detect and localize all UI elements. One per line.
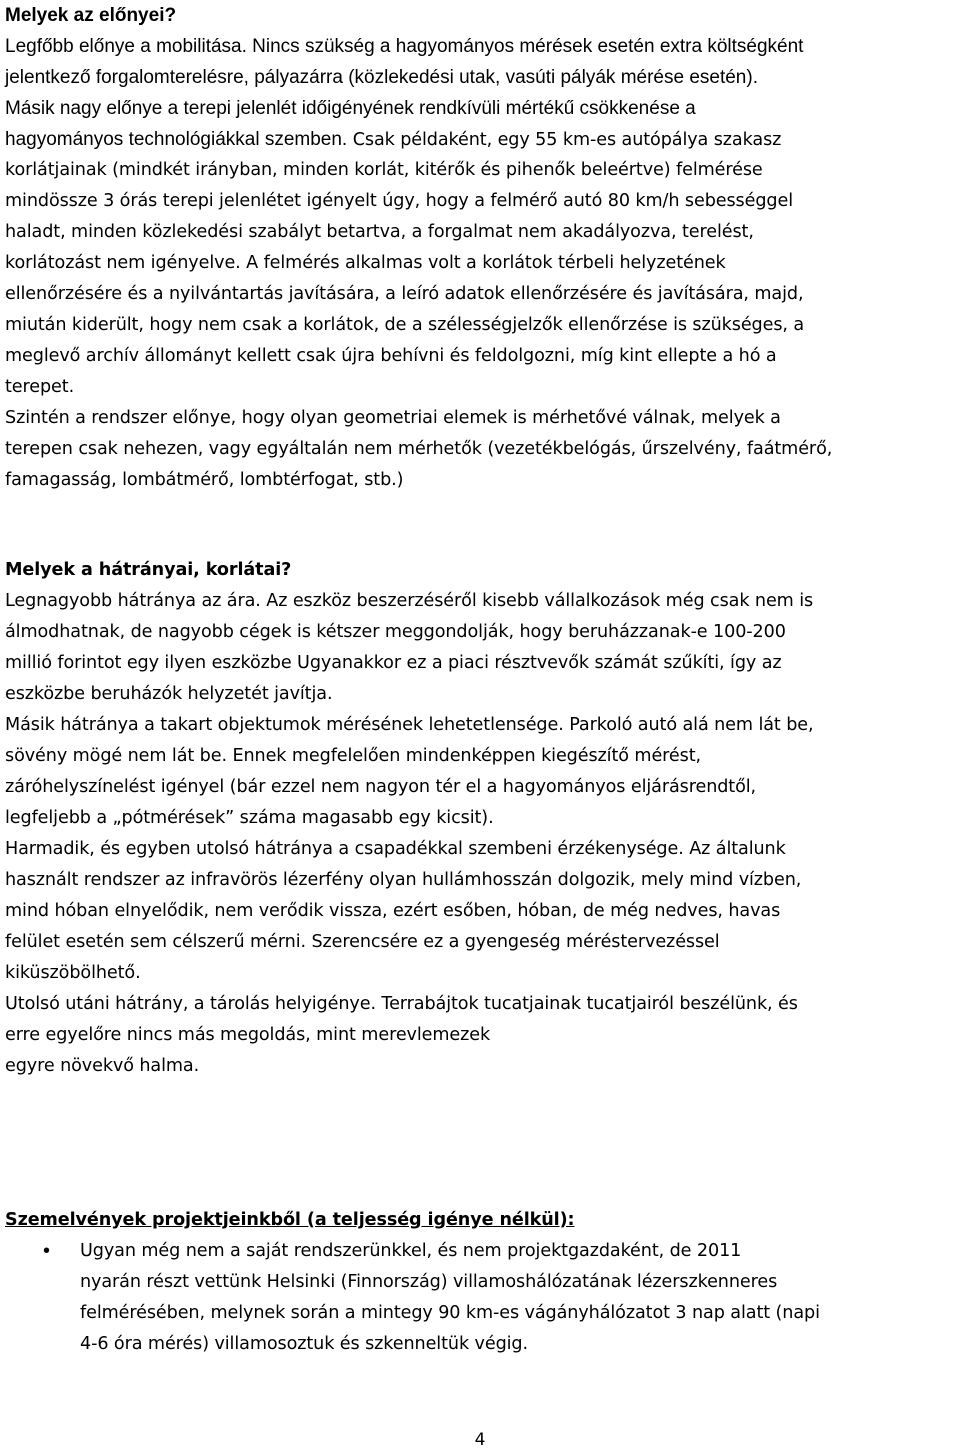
paragraph-line: erre egyelőre nincs más megoldás, mint merevlemezek <box>5 1025 491 1045</box>
paragraph-line: miután kiderült, hogy nem csak a korlátok, de a szélességjelzők ellenőrzése is szükséges, a <box>5 315 805 335</box>
paragraph-line: legfeljebb a „pótmérések” száma magasabb egy kicsit). <box>5 808 494 828</box>
paragraph-line: egyre növekvő halma. <box>5 1056 200 1076</box>
paragraph-line: kiküszöbölhető. <box>5 963 141 983</box>
paragraph-line: terepet. <box>5 377 75 397</box>
text-run: hagyományos technológiákkal szemben. <box>5 129 348 150</box>
bullet-item-line: felmérésében, melynek során a mintegy 90 km-es vágányhálózatot 3 nap alatt (napi <box>80 1303 820 1323</box>
paragraph-line: millió forintot egy ilyen eszközbe Ugyanakkor ez a piaci résztvevők számát szűkíti, így az <box>5 653 782 673</box>
paragraph-line: sövény mögé nem lát be. Ennek megfelelően mindenképpen kiegészítő mérést, <box>5 746 701 766</box>
paragraph-line-mixed <box>5 586 813 617</box>
paragraph-line: korlátjainak (mindkét irányban, minden korlát, kitérők és pihenők beleértve) felmérése <box>5 160 763 180</box>
paragraph-line: korlátozást nem igényelve. A felmérés alkalmas volt a korlátok térbeli helyzetének <box>5 253 726 273</box>
paragraph-line: mindössze 3 órás terepi jelenlétet igényelt úgy, hogy a felmérő autó 80 km/h sebességgel <box>5 191 793 211</box>
bullet-item-line: nyarán részt vettünk Helsinki (Finnország) villamoshálózatának lézerszkenneres <box>80 1272 778 1292</box>
heading-advantages: Melyek az előnyei? <box>5 5 177 26</box>
paragraph-line: jelentkező forgalomterelésre, pályazárra (közlekedési utak, vasúti pályák mérése esetén). <box>5 67 758 88</box>
paragraph-line: famagasság, lombátmérő, lombtérfogat, stb.) <box>5 470 404 490</box>
paragraph-line: eszközbe beruházók helyzetét javítja. <box>5 684 333 704</box>
paragraph-line: Legfőbb előnye a mobilitása. Nincs szükség a hagyományos mérések esetén extra költségként <box>5 36 804 57</box>
paragraph-line-mixed <box>5 124 781 155</box>
paragraph-line: használt rendszer az infravörös lézerfény olyan hullámhosszán dolgozik, mely mind vízben, <box>5 870 802 890</box>
paragraph-line: Másik hátránya a takart objektumok mérésének lehetetlensége. Parkoló autó alá nem lát be, <box>5 715 814 735</box>
paragraph-line: ellenőrzésére és a nyilvántartás javítására, a leíró adatok ellenőrzésére és javítására, majd, <box>5 284 804 304</box>
heading-project-samples: Szemelvények projektjeinkből (a teljesség igénye nélkül): <box>5 1210 575 1230</box>
text-run: Csak példaként, egy 55 km-es autópálya szakasz <box>347 130 782 150</box>
paragraph-line: felület esetén sem célszerű mérni. Szerencsére ez a gyengeség méréstervezéssel <box>5 932 720 952</box>
paragraph-line: Harmadik, és egyben utolsó hátránya a csapadékkal szembeni érzékenysége. Az általunk <box>5 839 786 859</box>
paragraph-line: Szintén a rendszer előnye, hogy olyan geometriai elemek is mérhetővé válnak, melyek a <box>5 408 781 428</box>
paragraph-line: Utolsó utáni hátrány, a tárolás helyigénye. Terrabájtok tucatjainak tucatjairól beszélünk, és <box>5 994 798 1014</box>
paragraph-line: záróhelyszínelést igényel (bár ezzel nem nagyon tér el a hagyományos eljárásrendtől, <box>5 777 757 797</box>
paragraph-line: álmodhatnak, de nagyobb cégek is kétszer meggondolják, hogy beruházzanak-e 100-200 <box>5 622 786 642</box>
paragraph-line: meglevő archív állományt kellett csak újra behívni és feldolgozni, míg kint ellepte a hó a <box>5 346 777 366</box>
text-run: Az eszköz beszerzéséről kisebb vállalkozások még csak nem is <box>260 591 814 611</box>
heading-disadvantages: Melyek a hátrányai, korlátai? <box>5 560 292 580</box>
page-number: 4 <box>474 1430 486 1450</box>
bullet-item-line: Ugyan még nem a saját rendszerünkkel, és nem projektgazdaként, de 2011 <box>80 1241 742 1261</box>
bullet-item-line: 4-6 óra mérés) villamosoztuk és szkenneltük végig. <box>80 1334 528 1354</box>
paragraph-line: terepen csak nehezen, vagy egyáltalán nem mérhetők (vezetékbelógás, űrszelvény, faátmérő, <box>5 439 833 459</box>
paragraph-line: mind hóban elnyelődik, nem verődik vissza, ezért esőben, hóban, de még nedves, havas <box>5 901 781 921</box>
paragraph-line: haladt, minden közlekedési szabályt betartva, a forgalmat nem akadályozva, terelést, <box>5 222 754 242</box>
bullet-marker: • <box>43 1240 51 1262</box>
paragraph-line: Másik nagy előnye a terepi jelenlét időigényének rendkívüli mértékű csökkenése a <box>5 98 696 119</box>
text-run: Legnagyobb hátránya az ára. <box>5 591 261 611</box>
